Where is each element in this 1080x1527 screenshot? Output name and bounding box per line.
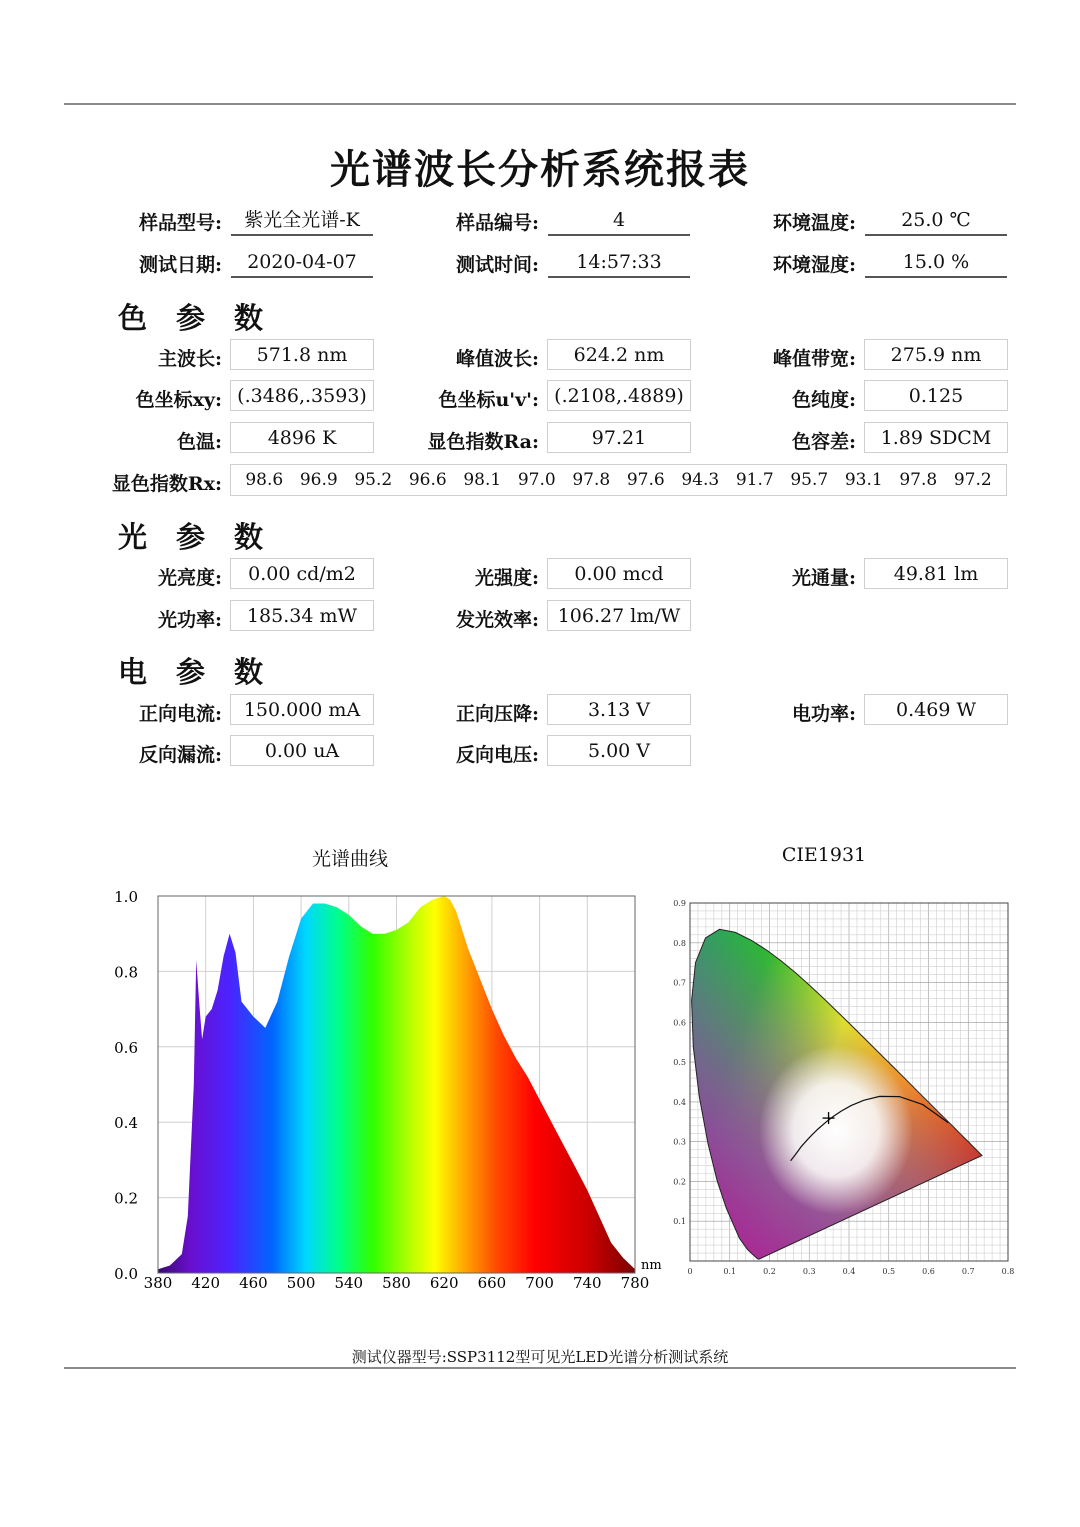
color-section-heading: 色 参 数 — [118, 301, 264, 335]
fwd-current-label: 正向电流: — [138, 703, 222, 725]
test-time-label: 测试时间: — [455, 254, 539, 276]
test-time-value: 14:57:33 — [548, 248, 690, 278]
spectrum-x-tick-label: 420 — [191, 1274, 221, 1292]
ra-label: 显色指数Ra: — [427, 431, 539, 453]
top-rule — [64, 103, 1016, 105]
light-section-heading: 光 参 数 — [118, 520, 264, 554]
purity-value: 0.125 — [864, 380, 1008, 411]
cie-y-tick-label: 0.5 — [673, 1058, 686, 1068]
env-temp-value: 25.0 ℃ — [865, 206, 1007, 236]
rx-value: 97.0 — [517, 470, 556, 490]
rx-value: 98.1 — [463, 470, 502, 490]
rx-label: 显色指数Rx: — [111, 473, 222, 495]
luminance-value: 0.00 cd/m2 — [230, 558, 374, 589]
flux-value: 49.81 lm — [864, 558, 1008, 589]
sample-no-label: 样品编号: — [455, 212, 539, 234]
cie-x-tick-label: 0.8 — [1001, 1267, 1015, 1276]
spectrum-area — [158, 896, 635, 1273]
env-humidity-value: 15.0 % — [865, 248, 1007, 278]
spectrum-x-tick-label: 740 — [572, 1274, 602, 1292]
cie-white-center — [668, 895, 1018, 1280]
spectrum-x-tick-label: 780 — [620, 1274, 650, 1292]
cct-value: 4896 K — [230, 422, 374, 453]
peak-bw-label: 峰值带宽: — [772, 348, 856, 370]
efficacy-label: 发光效率: — [455, 609, 539, 631]
purity-label: 色纯度: — [791, 389, 856, 411]
xy-label: 色坐标xy: — [135, 389, 222, 411]
rx-value: 94.3 — [681, 470, 720, 490]
spectrum-x-unit: nm — [641, 1258, 662, 1273]
rx-value: 91.7 — [735, 470, 774, 490]
rx-value: 97.6 — [626, 470, 665, 490]
efficacy-value: 106.27 lm/W — [547, 600, 691, 631]
bottom-rule — [64, 1367, 1016, 1369]
cie-x-tick-label: 0.7 — [961, 1267, 975, 1276]
ra-value: 97.21 — [547, 422, 691, 453]
footer-instrument: 测试仪器型号:SSP3112型可见光LED光谱分析测试系统 — [351, 1348, 729, 1366]
flux-label: 光通量: — [791, 567, 856, 589]
intensity-label: 光强度: — [474, 567, 539, 589]
cie-title: CIE1931 — [781, 844, 867, 866]
optical-power-value: 185.34 mW — [230, 600, 374, 631]
cie-x-tick-label: 0.1 — [723, 1267, 737, 1276]
spectrum-y-tick-label: 0.0 — [114, 1265, 138, 1283]
test-date-value: 2020-04-07 — [231, 248, 373, 278]
spectrum-x-tick-label: 660 — [477, 1274, 507, 1292]
rev-leak-label: 反向漏流: — [138, 744, 222, 766]
fwd-voltage-value: 3.13 V — [547, 694, 691, 725]
rx-value: 95.7 — [790, 470, 829, 490]
spectrum-chart — [100, 880, 670, 1300]
cct-label: 色温: — [176, 431, 222, 453]
rx-value: 98.6 — [245, 470, 284, 490]
spectrum-y-tick-label: 0.2 — [114, 1189, 138, 1208]
spectrum-x-tick-label: 700 — [525, 1274, 554, 1292]
rev-voltage-label: 反向电压: — [455, 744, 539, 766]
env-humidity-label: 环境湿度: — [772, 254, 856, 276]
report-title: 光谱波长分析系统报表 — [330, 146, 750, 193]
env-temp-label: 环境温度: — [772, 212, 856, 234]
cie-y-tick-label: 0.4 — [673, 1097, 686, 1107]
spectrum-x-tick-label: 540 — [334, 1274, 364, 1292]
rx-value: 97.2 — [953, 470, 992, 490]
sample-model-value: 紫光全光谱-K — [231, 206, 373, 236]
rx-value: 96.9 — [299, 470, 338, 490]
fwd-current-value: 150.000 mA — [230, 694, 374, 725]
spectrum-x-tick-label: 580 — [382, 1274, 411, 1292]
spectrum-x-tick-label: 620 — [429, 1274, 459, 1292]
rx-value: 95.2 — [354, 470, 393, 490]
fwd-voltage-label: 正向压降: — [455, 703, 539, 725]
luminance-label: 光亮度: — [157, 567, 222, 589]
cie-x-tick-label: 0.6 — [922, 1267, 935, 1276]
peak-wl-label: 峰值波长: — [455, 348, 539, 370]
uv-value: (.2108,.4889) — [547, 380, 691, 411]
peak-wl-value: 624.2 nm — [547, 339, 691, 370]
sample-model-label: 样品型号: — [138, 212, 222, 234]
spectrum-x-tick-label: 500 — [286, 1274, 316, 1292]
cie-x-tick-label: 0.4 — [842, 1267, 856, 1276]
elec-section-heading: 电 参 数 — [118, 655, 264, 689]
cie-y-tick-label: 0.7 — [673, 978, 686, 988]
cie-y-tick-label: 0.9 — [673, 899, 686, 908]
rx-value: 97.8 — [899, 470, 938, 490]
cie-y-tick-label: 0.2 — [673, 1177, 686, 1187]
sdcm-value: 1.89 SDCM — [864, 422, 1008, 453]
intensity-value: 0.00 mcd — [547, 558, 691, 589]
uv-label: 色坐标u'v': — [438, 389, 539, 411]
spectrum-title: 光谱曲线 — [311, 848, 388, 870]
spectrum-y-tick-label: 0.6 — [114, 1038, 138, 1057]
sdcm-label: 色容差: — [791, 431, 856, 453]
cie-x-tick-label: 0 — [687, 1267, 693, 1276]
rx-value: 97.8 — [572, 470, 611, 490]
cie-y-tick-label: 0.1 — [673, 1217, 686, 1227]
optical-power-label: 光功率: — [157, 609, 222, 631]
peak-bw-value: 275.9 nm — [864, 339, 1008, 370]
cie-y-tick-label: 0.8 — [673, 938, 686, 948]
elec-power-value: 0.469 W — [864, 694, 1008, 725]
dominant-wl-label: 主波长: — [157, 348, 222, 370]
cie-x-tick-label: 0.5 — [882, 1267, 896, 1276]
cie-x-tick-label: 0.3 — [802, 1267, 816, 1276]
cie-chart — [668, 895, 1018, 1280]
elec-power-label: 电功率: — [791, 703, 856, 725]
rev-voltage-value: 5.00 V — [547, 735, 691, 766]
spectrum-y-tick-label: 0.8 — [114, 963, 138, 982]
cie-x-tick-label: 0.2 — [763, 1267, 776, 1276]
xy-value: (.3486,.3593) — [230, 380, 374, 411]
spectrum-x-tick-label: 380 — [143, 1274, 173, 1292]
rx-value: 93.1 — [844, 470, 883, 490]
test-date-label: 测试日期: — [138, 254, 222, 276]
spectrum-y-tick-label: 1.0 — [114, 888, 138, 906]
spectrum-y-tick-label: 0.4 — [114, 1114, 138, 1133]
rev-leak-value: 0.00 uA — [230, 735, 374, 766]
cie-y-tick-label: 0.3 — [673, 1137, 686, 1147]
rx-values — [230, 464, 1007, 496]
sample-no-value: 4 — [548, 206, 690, 236]
rx-value: 96.6 — [408, 470, 447, 490]
cie-y-tick-label: 0.6 — [673, 1018, 686, 1028]
spectrum-x-tick-label: 460 — [239, 1274, 268, 1292]
dominant-wl-value: 571.8 nm — [230, 339, 374, 370]
